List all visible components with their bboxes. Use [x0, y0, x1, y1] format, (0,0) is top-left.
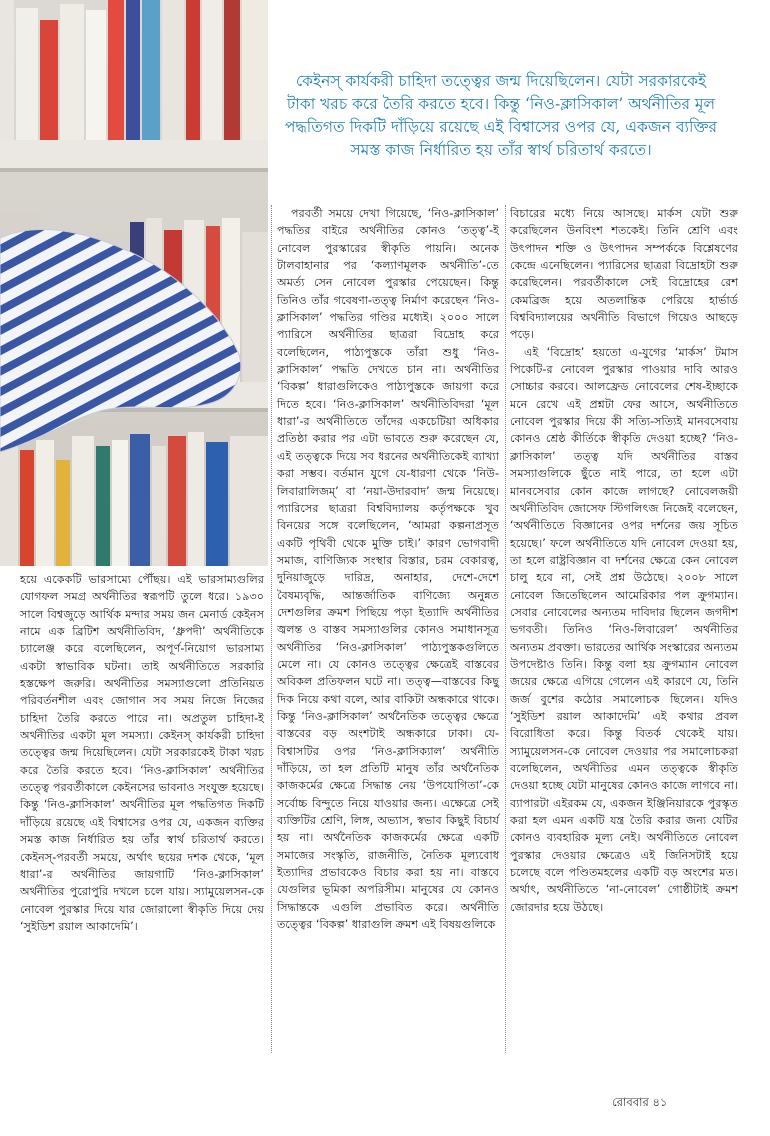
article-column-1	[20, 571, 264, 935]
paragraph: বিচারের মধ্যে নিয়ে আসছে। মার্কস যেটা শুরু করেছিলেন উনবিংশ শতকেই। তিনি শ্রেণি এবং উৎপাদন শক্তি ও উৎপাদন সম্পর্ককে বিশ্লেষণের কেন্দ্রে এনেছিলেন। প্যারিসের ছাত্ররা বিদ্রোহটা শুরু করেছিলেন। পরবর্তীকালে সেই বিদ্রোহের রেশ কেমব্রিজ হয়ে অতলান্তিক পেরিয়ে হার্ভার্ড বিশ্ববিদ্যালয়ের অর্থনীতি বিভাগে গিয়েও আছড়ে পড়ে।	[510, 207, 738, 342]
page-folio: রোববার ৪১	[612, 1095, 668, 1109]
pull-quote-text: কেইনস্‌ কার্যকরী চাহিদা তত্ত্বের জন্ম দিয়েছিলেন। যেটা সরকারকেই টাকা খরচ করে তৈরি করতে হবে। কিন্তু ‘নিও-ক্লাসিকাল’ অর্থনীতির মূল পদ্ধতিগত দিকটি দাঁড়িয়ে রয়েছে এই বিশ্বাসের ওপর যে, একজন ব্যক্তির সমস্ত কাজ নির্ধারিত হয় তাঁর স্বার্থ চরিতার্থ করতে।	[284, 72, 718, 159]
paragraph: হয়ে একেকটি ভারসাম্যে পৌঁছয়। এই ভারসাম্যগুলির যোগফল সমগ্র অর্থনীতির স্বরূপটি তুলে ধরে। ১৯৩০ সালে বিশ্বজুড়ে আর্থিক মন্দার সময় জন মেনার্ড কেইনস নামে এক ব্রিটিশ অর্থনীতিবিদ, ‘ধ্রুপদী’ অর্থনীতিকে চ্যালেঞ্জ করে বলেছিলেন, অপূর্ণ-নিয়োগ ভারসাম্য একটা স্বাভাবিক ঘটনা। তাই অর্থনীতিতে সরকারি হস্তক্ষেপ জরুরি। অর্থনীতির সমস্যাগুলো প্রতিনিয়ত পরিবর্তনশীল এবং জোগান সব সময় নিজে নিজের চাহিদা তৈরি করতে পারে না। অপ্রতুল চাহিদা-ই অর্থনীতির একটা মূল সমস্যা। কেইনস্‌ কার্যকরী চাহিদা তত্ত্বের জন্ম দিয়েছিলেন। যেটা সরকারকেই টাকা খরচ করে তৈরি করতে হবে। ‘নিও-ক্লাসিকাল’ অর্থনীতির তত্ত্বে পরবর্তীকালে কেইনসের ভাবনাও সংযুক্ত হয়েছে। কিন্তু ‘নিও-ক্লাসিকাল’ অর্থনীতির মূল পদ্ধতিগত দিকটি দাঁড়িয়ে রয়েছে এই বিশ্বাসের ওপর যে, একজন ব্যক্তির সমস্ত কাজ নির্ধারিত হয় তাঁর স্বার্থ চরিতার্থ করতে। কেইনস্‌-পরবর্তী সময়ে, অর্থাৎ ছয়ের দশক থেকে, ‘মূল ধারা’-র অর্থনীতির জায়গাটি ‘নিও-ক্লাসিকাল’ অর্থনীতির পুরোপুরি দখলে চলে যায়। স্যামুয়েলসন-কে নোবেল পুরস্কার দিয়ে যার জোরালো স্বীকৃতি দিয়ে দেয় ‘সুইডিশ রয়াল আকাদেমি’।	[20, 573, 264, 933]
column-divider	[505, 205, 506, 1053]
article-photo	[0, 0, 268, 566]
bookshelf-illustration	[0, 0, 268, 566]
paragraph: পরবর্তী সময়ে দেখা গিয়েছে, ‘নিও-ক্লাসিকাল’ পদ্ধতির বাইরে অর্থনীতির কোনও ‘তত্ত্ব’-ই নোবেল পুরস্কারের স্বীকৃতি পায়নি। অনেক টালবাহানার পর ‘কল্যাণমূলক অর্থনীতি’-তে অমর্ত্য সেন নোবেল পুরস্কার পেয়েছেন। কিন্তু তিনিও তাঁর গবেষণা-তত্ত্ব নির্মাণ করেছেন ‘নিও-ক্লাসিকাল’ পদ্ধতির গণ্ডির মধ্যেই। ২০০০ সালে প্যারিসে অর্থনীতির ছাত্ররা বিদ্রোহ করে বলেছিলেন, পাঠ্যপুস্তকে তাঁরা শুধু ‘নিও-ক্লাসিকাল’ পদ্ধতি দেখতে চান না। অর্থনীতির ‘বিকল্প’ ধারাগুলিকেও পাঠ্যপুস্তকে জায়গা করে দিতে হবে। ‘নিও-ক্লাসিকাল’ অর্থনীতিবিদরা ‘মূল ধারা’-র অর্থনীতিতে তাঁদের একচেটিয়া অধিকার প্রতিষ্ঠা করার পর এটা ভাবতে শুরু করেছেন যে, এই তত্ত্বকে দিয়ে সব ধরনের অর্থনীতিকেই ব্যাখ্যা করা সম্ভব। বর্তমান যুগে যে-ধারণা থেকে ‘নিউ-লিবারালিজম্‌’ বা ‘নয়া-উদারবাদ’ জন্ম নিয়েছে। প্যারিসের ছাত্ররা বিশ্ববিদ্যালয় কর্তৃপক্ষকে খুব বিনয়ের সঙ্গে বলেছিলেন, ‘আমরা কল্পনাপ্রসূত একটি পৃথিবী থেকে মুক্তি চাই।’ কারণ ভোগবাদী সমাজ, বাণিজ্যিক সংস্থার বিস্তার, চরম বেকারত্ব, দুনিয়াজুড়ে দারিদ্র, অনাহার, দেশে-দেশে বৈষম্যবৃদ্ধি, আন্তর্জাতিক বাণিজ্যে অনুন্নত দেশগুলির ক্রমশ পিছিয়ে পড়া ইত্যাদি অর্থনীতির জ্বলন্ত ও বাস্তব সমস্যাগুলির কোনও সমাধানসূত্র অর্থনীতির ‘নিও-ক্লাসিকাল’ পাঠ্যপুস্তকগুলিতে মেলে না। যে কোনও তত্ত্বের ক্ষেত্রেই বাস্তবের অবিকল প্রতিফলন ঘটে না। তত্ত্ব—বাস্তবের কিছু দিক নিয়ে কথা বলে, আর বাকিটা অন্ধকারে থাকে। কিন্তু ‘নিও-ক্লাসিকাল’ অর্থনৈতিক তত্ত্বের ক্ষেত্রে বাস্তবের বড় অংশটাই অন্ধকারে ঢাকা। যে-বিশ্বাসটির ওপর ‘নিও-ক্লাসিক্যাল’ অর্থনীতি দাঁড়িয়ে, তা হল প্রতিটি মানুষ তাঁর অর্থনৈতিক কাজকর্মের ক্ষেত্রে সিদ্ধান্ত নেয় ‘উপযোগিতা’-কে সর্বোচ্চ বিন্দুতে নিয়ে যাওয়ার জন্য। এক্ষেত্রে সেই ব্যক্তিটির শ্রেণি, লিঙ্গ, অভ্যাস, স্বভাব কিছুই বিচার্য হয় না। অর্থনৈতিক কাজকর্মের ক্ষেত্রে একটি সমাজের সংস্কৃতি, রাজনীতি, নৈতিক মূল্যবোধ ইত্যাদির প্রভাবকেও বিচার করা হয় না। বাস্তবে যেগুলির ভূমিকা অপরিসীম। মানুষের যে কোনও সিদ্ধান্তকে এগুলি প্রভাবিত করে। অর্থনীতি তত্ত্বের ‘বিকল্প’ ধারাগুলি ক্রমশ এই বিষয়গুলিকে	[277, 207, 499, 932]
pull-quote	[283, 70, 719, 162]
paragraph: এই ‘বিদ্রোহ’ হয়তো এ-যুগের ‘মার্কস’ টমাস পিকেটি-র নোবেল পুরস্কার পাওয়ার দাবি আরও সোচ্চার করবে। আলফ্রেড নোবেলের শেষ-ইচ্ছাকে মনে রেখে এই প্রশ্নটা ফের আসে, অর্থনীতিতে নোবেল পুরস্কার দিয়ে কী সত্যি-সত্যিই মানবসেবায় কোনও শ্রেষ্ঠ কীর্তিকে স্বীকৃতি দেওয়া হচ্ছে? ‘নিও-ক্লাসিকাল’ তত্ত্ব যদি অর্থনীতির বাস্তব সমস্যাগুলিকে ছুঁতে নাই পারে, তা হলে এটা মানবসেবার কোন কাজে লাগছে? নোবেলজয়ী অর্থনীতিবিদ জোসেফ স্টিগলিৎজ নিজেই বলেছেন, ‘অর্থনীতিতে বিজ্ঞানের ওপর দর্শনের জয় সূচিত হয়েছে।’ ফলে অর্থনীতিতে যদি নোবেল দেওয়া হয়, তা হলে রাষ্ট্রবিজ্ঞান বা দর্শনের ক্ষেত্রে কেন নোবেল চালু হবে না, সেই প্রশ্ন উঠেছে। ২০০৮ সালে নোবেল জিতেছিলেন আমেরিকার পল ক্রুগম্যান। সেবার নোবেলের অন্যতম দাবিদার ছিলেন জগদীশ ভগবতী। তিনিও ‘নিও-লিবারেল’ অর্থনীতির অন্যতম প্রবক্তা। ভারতের আর্থিক সংস্কারের অন্যতম উপদেষ্টাও তিনি। কিন্তু বলা হয় ক্রুগম্যান নোবেল জয়ের ক্ষেত্রে এগিয়ে গেলেন এই কারণে যে, তিনি জর্জ বুশের কঠোর সমালোচক ছিলেন। যদিও ‘সুইডিশ রয়াল আকাদেমি’ এই কথার প্রবল বিরোধিতা করে। কিন্তু বিতর্ক থেকেই যায়। স্যামুয়েলসন-কে নোবেল দেওয়ার পর সমালোচকরা বলেছিলেন, অর্থনীতির এমন তত্ত্বকে স্বীকৃতি দেওয়া হচ্ছে যেটা মানুষের কোনও কাজে লাগবে না। ব্যাপারটা এইরকম যে, একজন ইঞ্জিনিয়ারকে পুরস্কৃত করা হল এমন একটি যন্ত্র তৈরি করার জন্য যেটির কোনও ব্যবহারিক মূল্য নেই। অর্থনীতিতে নোবেল পুরস্কার দেওয়ার ক্ষেত্রেও এই জিনিসটাই হয়ে চলেছে বলে পণ্ডিতমহলের একটি বড় অংশের মত। অর্থাৎ, অর্থনীতিতে ‘না-নোবেল’ গোষ্ঠীটাই ক্রমশ জোরদার হয়ে উঠছে।	[510, 345, 738, 914]
column-divider	[271, 205, 272, 1053]
article-column-3	[510, 205, 738, 916]
article-column-2	[277, 205, 499, 933]
